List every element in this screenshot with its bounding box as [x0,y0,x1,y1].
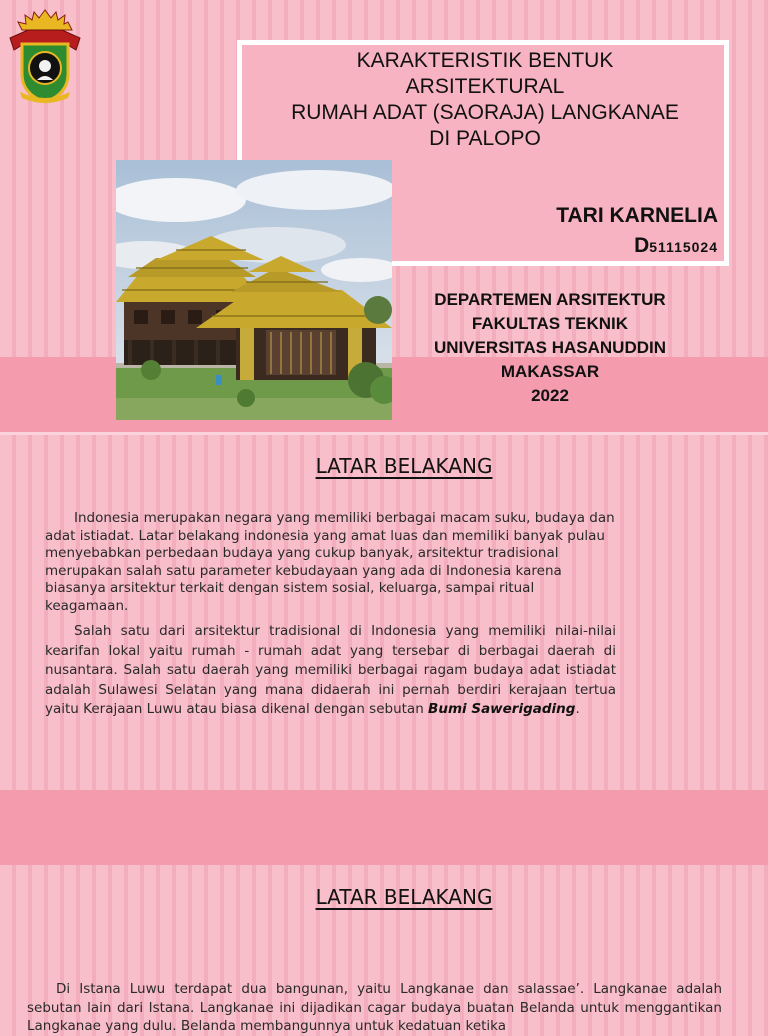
university-emblem-icon [6,8,84,104]
section-heading-2 [0,885,768,909]
pink-band-middle [0,790,768,865]
student-id-prefix: D [634,234,650,257]
title-line-3: RUMAH ADAT (SAORAJA) LANGKANAE [291,101,679,124]
paragraph-1: Indonesia merupakan negara yang memiliki berbagai macam suku, budaya dan adat istiadat. Latar belakang indonesia yang amat luas dan memiliki banyak pulau menyebabkan perbedaan budaya yang cukup banyak, arsitektur tradisional merupakan salah satu parameter kebudayaan yang ada di Indonesia karena biasanya arsitektur terkait dengan sistem sosial, keluarga, sampai ritual keagamaan. [45,510,615,614]
paragraph-2-end: . [575,701,580,717]
department-line-4: MAKASSAR [500,362,600,381]
section-heading-1-text: LATAR BELAKANG [315,454,493,478]
department-line-1: DEPARTEMEN ARSITEKTUR [434,290,666,309]
cover-title [240,48,730,152]
author-name: TARI KARNELIA [556,204,718,227]
title-line-1: KARAKTERISTIK BENTUK [356,49,614,72]
paragraph-2-emphasis: Bumi Sawerigading [428,701,576,717]
student-id-number: 51115024 [649,239,718,255]
section-heading-1 [0,454,768,478]
section-heading-2-text: LATAR BELAKANG [315,885,493,909]
student-id [634,234,718,258]
department-line-3: UNIVERSITAS HASANUDDIN [433,338,667,357]
department-block [405,288,695,408]
langkanae-house-photo [116,160,392,420]
divider-line [0,432,768,435]
paragraph-3: Di Istana Luwu terdapat dua bangunan, yaitu Langkanae dan salassae’. Langkanae adalah sebutan lain dari Istana. Langkanae ini dijadikan cagar budaya buatan Belanda untuk menggantikan Langkanae yang dulu. Belanda membangunnya untuk kedatuan ketika [27,981,722,1034]
title-line-2: ARSITEKTURAL [405,75,565,98]
paragraph-2 [45,622,616,720]
paragraph-2-text: Salah satu dari arsitektur tradisional di Indonesia yang memiliki nilai-nilai kearifan lokal yaitu rumah - rumah adat yang tersebar di berbagai daerah di nusantara. Salah satu daerah yang memiliki berbagai ragam budaya adat istiadat adalah Sulawesi Selatan yang mana didaerah ini pernah berdiri kerajaan tertua yaitu Kerajaan Luwu atau biasa dikenal dengan sebutan [45,623,616,717]
department-line-5: 2022 [531,386,569,405]
title-line-4: DI PALOPO [429,127,541,150]
department-line-2: FAKULTAS TEKNIK [471,314,629,333]
